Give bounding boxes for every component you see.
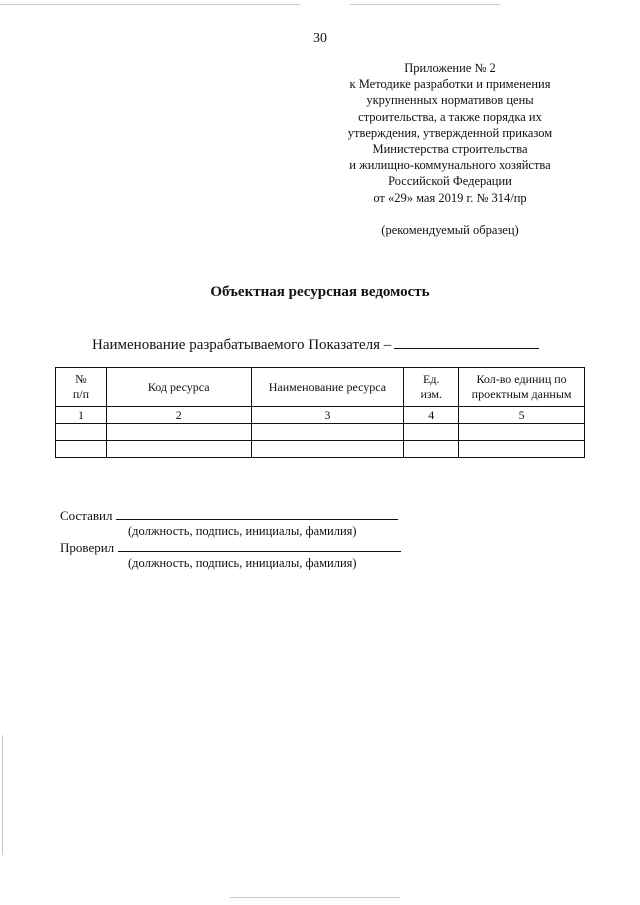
compiled-by-hint: (должность, подпись, инициалы, фамилия) xyxy=(128,524,357,538)
column-number: 3 xyxy=(251,407,404,424)
resource-table xyxy=(55,367,585,458)
table-cell xyxy=(251,424,404,441)
column-number: 5 xyxy=(459,407,585,424)
page-number: 30 xyxy=(313,31,327,46)
table-cell xyxy=(251,441,404,458)
header-row-number-line2: п/п xyxy=(72,387,90,401)
scan-artifact-bottom xyxy=(230,897,400,898)
column-number: 2 xyxy=(106,407,251,424)
header-resource-code: Код ресурса xyxy=(106,368,251,407)
header-row-number xyxy=(56,368,107,407)
header-unit xyxy=(404,368,459,407)
checked-by-row xyxy=(60,540,401,556)
header-quantity xyxy=(459,368,585,407)
table-cell xyxy=(56,424,107,441)
appendix-line: к Методике разработки и применения xyxy=(349,77,551,92)
compiled-by-label: Составил xyxy=(60,508,113,523)
header-row-number-line1: № xyxy=(75,372,87,386)
appendix-header xyxy=(330,60,570,238)
appendix-line: от «29» мая 2019 г. № 314/пр xyxy=(373,190,527,205)
document-title: Объектная ресурсная ведомость xyxy=(210,284,430,300)
table-row xyxy=(56,424,585,441)
appendix-line: строительства, а также порядка их xyxy=(358,109,542,124)
appendix-line: Российской Федерации xyxy=(388,174,512,189)
table-header-row xyxy=(56,368,585,407)
indicator-label: Наименование разрабатываемого Показателя – xyxy=(92,337,392,353)
checked-by-line xyxy=(118,540,401,552)
header-quantity-line2: проектным данным xyxy=(471,387,572,401)
indicator-name-row xyxy=(92,336,539,354)
header-unit-line2: изм. xyxy=(420,387,443,401)
compiled-by-row xyxy=(60,508,398,524)
appendix-line: утверждения, утвержденной приказом xyxy=(347,125,553,140)
table-cell xyxy=(404,441,459,458)
indicator-blank-line xyxy=(394,336,539,349)
appendix-line: укрупненных нормативов цены xyxy=(366,93,534,108)
appendix-line: Министерства строительства xyxy=(372,142,528,157)
table-row xyxy=(56,441,585,458)
appendix-line: и жилищно-коммунального хозяйства xyxy=(349,158,551,173)
table-cell xyxy=(106,424,251,441)
header-resource-name: Наименование ресурса xyxy=(251,368,404,407)
checked-by-hint: (должность, подпись, инициалы, фамилия) xyxy=(128,556,357,570)
appendix-line: Приложение № 2 xyxy=(404,61,496,75)
compiled-by-line xyxy=(116,508,398,520)
table-cell xyxy=(459,441,585,458)
table-cell xyxy=(404,424,459,441)
table-cell xyxy=(56,441,107,458)
scan-artifact-top-right xyxy=(350,4,500,5)
column-number: 4 xyxy=(404,407,459,424)
column-number: 1 xyxy=(56,407,107,424)
header-quantity-line1: Кол-во единиц по xyxy=(476,372,567,386)
scan-artifact-top xyxy=(0,4,300,5)
checked-by-label: Проверил xyxy=(60,540,115,555)
header-unit-line1: Ед. xyxy=(423,372,440,386)
table-cell xyxy=(459,424,585,441)
recommended-sample-note: (рекомендуемый образец) xyxy=(381,222,519,237)
column-number-row xyxy=(56,407,585,424)
table-cell xyxy=(106,441,251,458)
scan-artifact-left xyxy=(2,735,3,855)
